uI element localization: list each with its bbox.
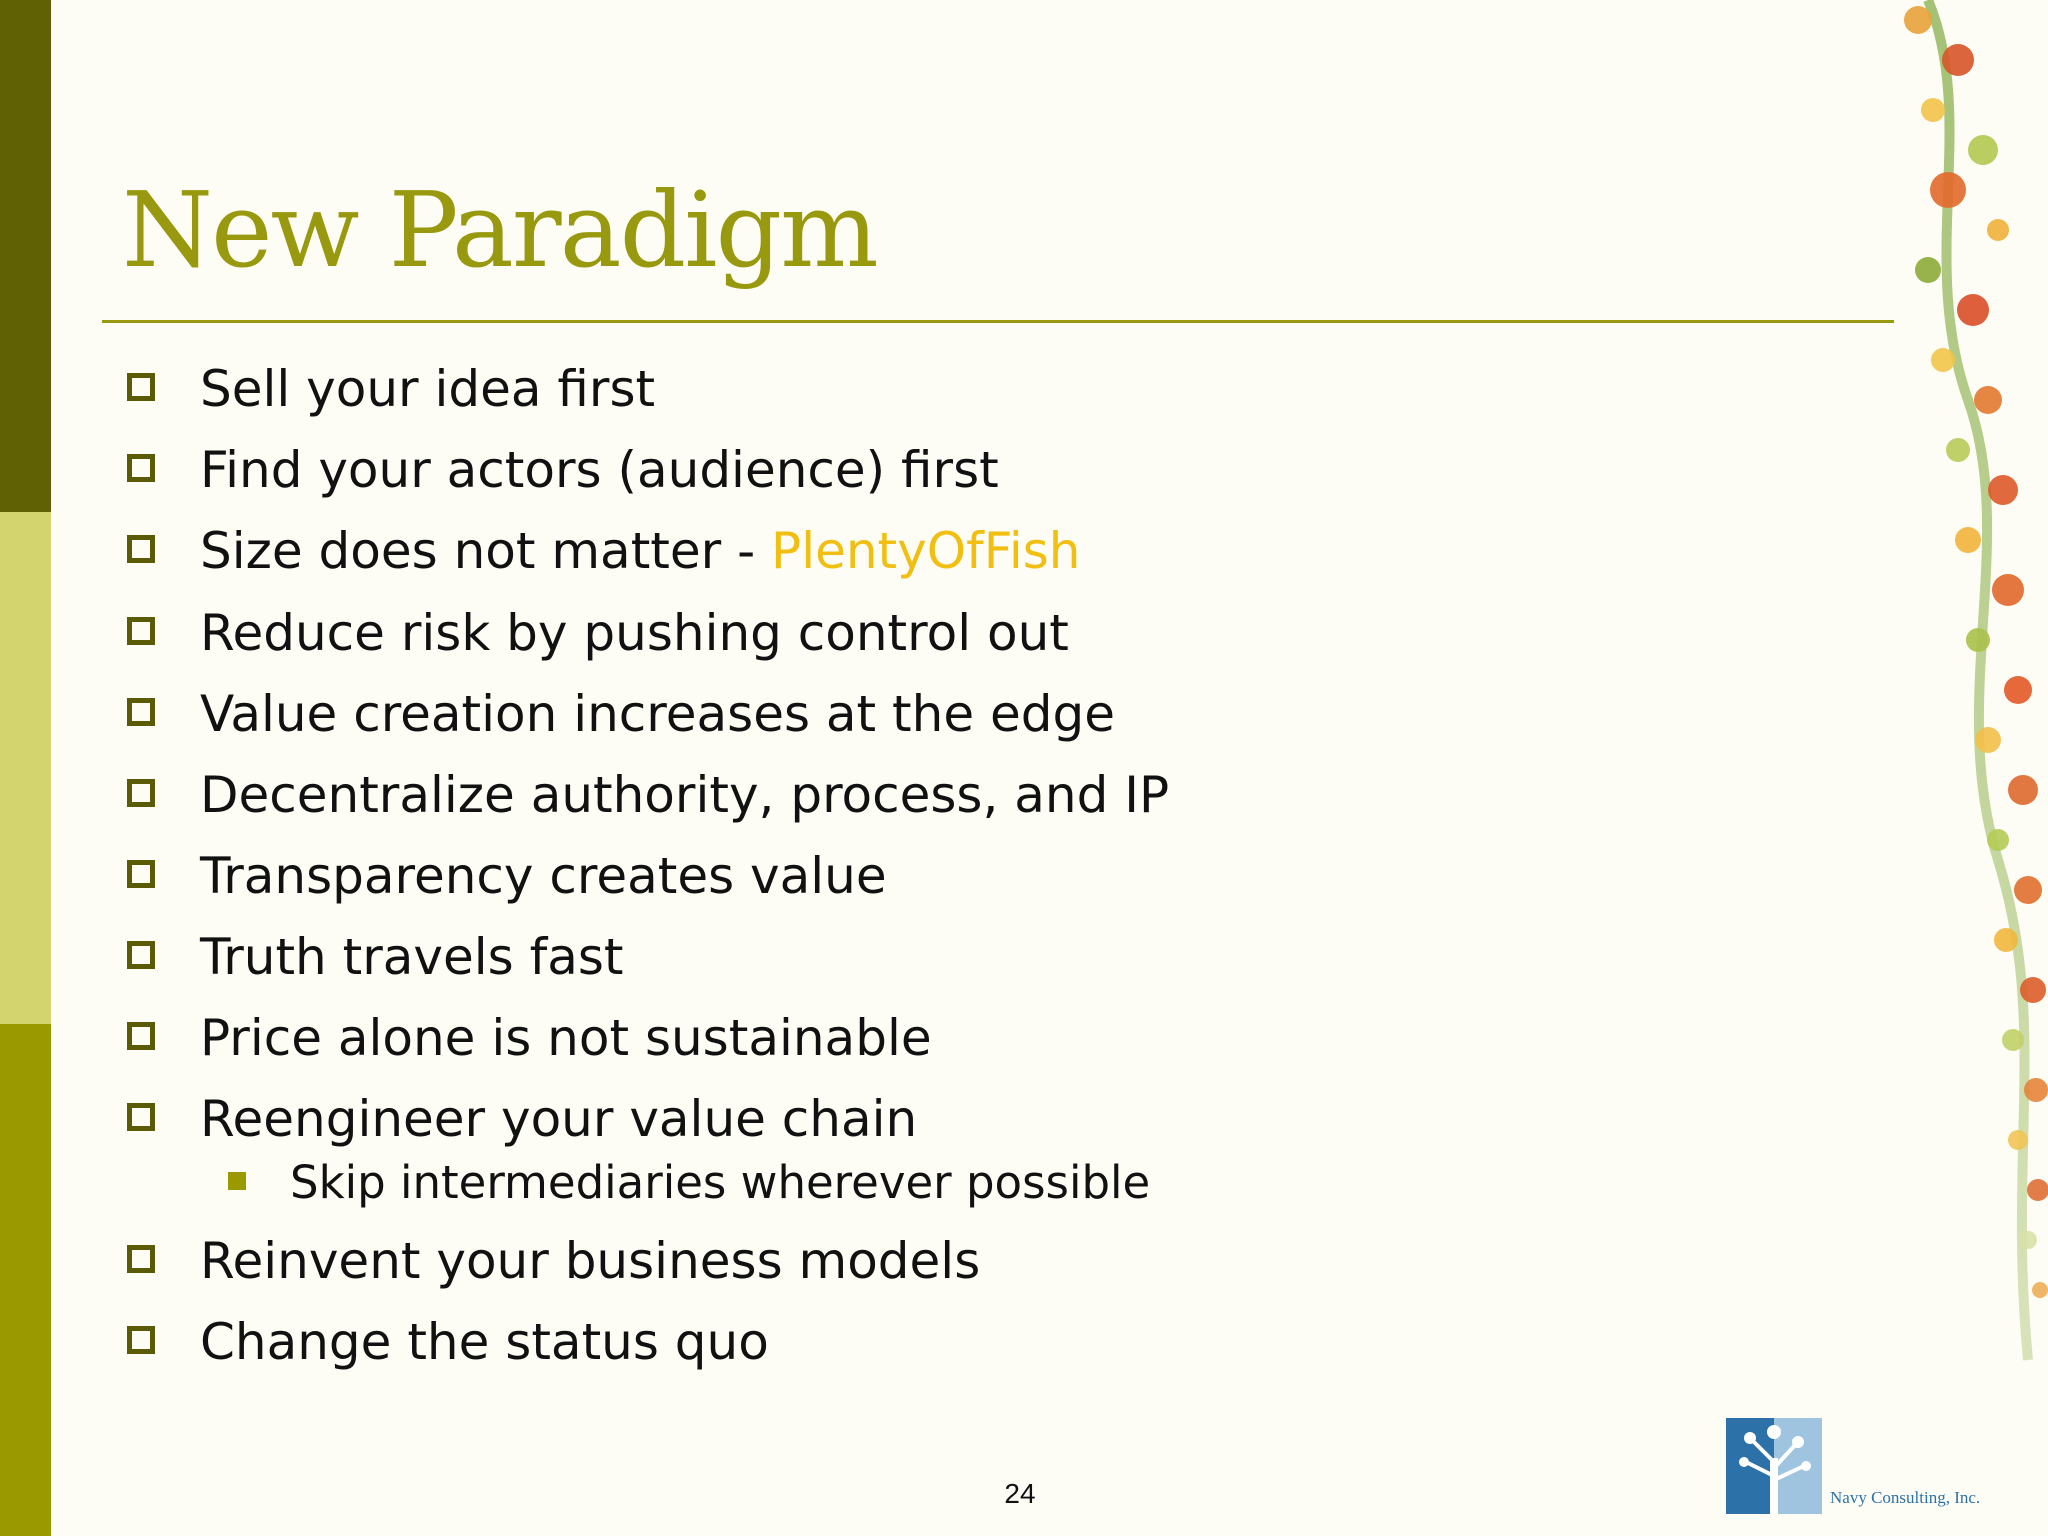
hollow-square-bullet-icon [127,454,155,482]
bullet-text: Price alone is not sustainable [200,1009,932,1067]
tree-logo-icon [1726,1418,1822,1514]
bullet-text: Value creation increases at the edge [200,685,1115,743]
slide-title: New Paradigm [122,169,877,291]
bullet-text: Decentralize authority, process, and IP [200,766,1170,824]
bullet-text: Truth travels fast [200,928,624,986]
hollow-square-bullet-icon [127,698,155,726]
hollow-square-bullet-icon [127,941,155,969]
bullet-text: Reinvent your business models [200,1232,981,1290]
bullet-text: Find your actors (audience) first [200,441,999,499]
bullet-text-main: Size does not matter - [200,522,772,580]
logo-wordmark: Navy Consulting, Inc. [1830,1488,1981,1507]
hollow-square-bullet-icon [127,779,155,807]
hollow-square-bullet-icon [127,1022,155,1050]
hollow-square-bullet-icon [127,535,155,563]
page-number: 24 [1004,1478,1036,1509]
flower-vine-image [1888,0,2048,1380]
hollow-square-bullet-icon [127,373,155,401]
bullet-text [200,521,1080,581]
left-bar-dark [0,0,51,512]
hollow-square-bullet-icon [127,1245,155,1273]
bullet-text: Transparency creates value [200,847,887,905]
bullet-text: Reduce risk by pushing control out [200,604,1069,662]
hollow-square-bullet-icon [127,1326,155,1354]
bullet-text: Sell your idea first [200,360,656,418]
sub-bullet-text: Skip intermediaries wherever possible [290,1156,1151,1209]
hollow-square-bullet-icon [127,1103,155,1131]
hollow-square-bullet-icon [127,617,155,645]
left-bar-olive [0,1024,51,1536]
left-bar-light [0,512,51,1024]
title-divider [102,320,1894,323]
bullet-text: Change the status quo [200,1313,769,1371]
highlight-plentyoffish: PlentyOfFish [771,522,1081,580]
bullet-text: Reengineer your value chain [200,1090,918,1148]
hollow-square-bullet-icon [127,860,155,888]
filled-square-bullet-icon [228,1172,246,1190]
